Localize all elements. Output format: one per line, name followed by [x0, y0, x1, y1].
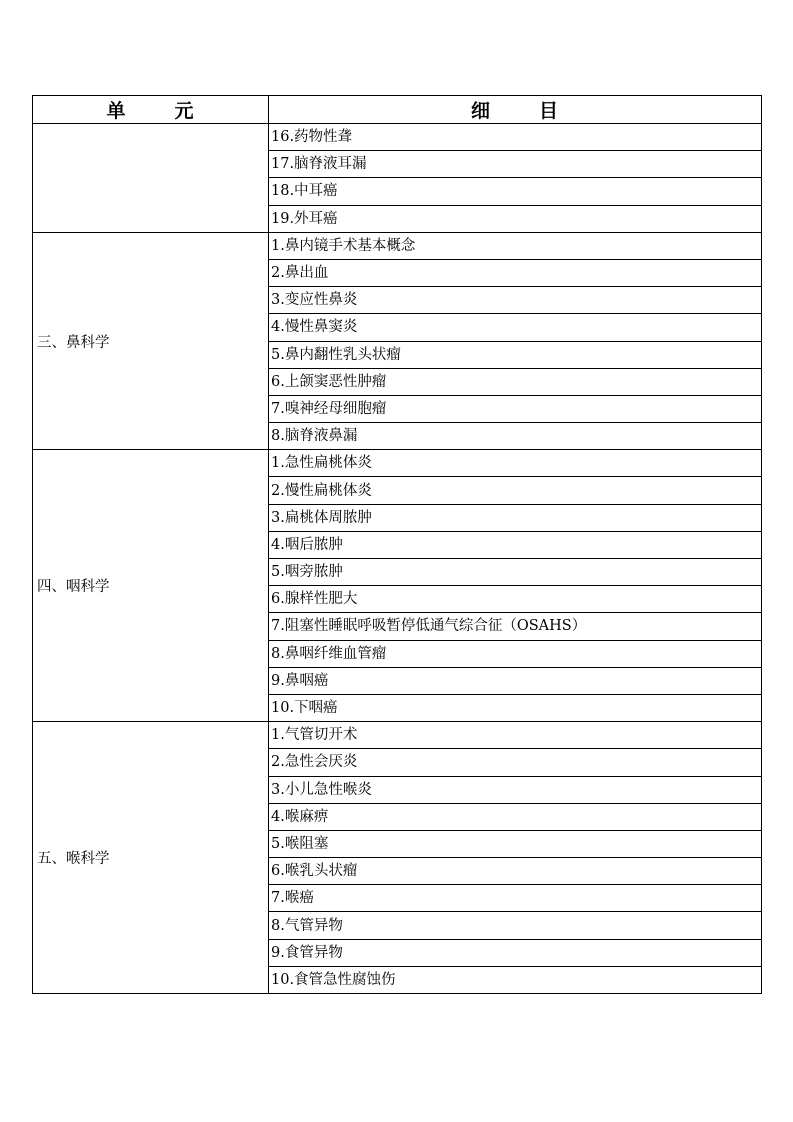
table-row	[33, 722, 762, 749]
detail-header-char-1: 细	[470, 100, 491, 122]
detail-cell: 17.脑脊液耳漏	[269, 151, 762, 178]
detail-cell: 3.变应性鼻炎	[269, 287, 762, 314]
detail-cell: 6.喉乳头状瘤	[269, 858, 762, 885]
detail-cell: 5.喉阻塞	[269, 830, 762, 857]
table-header-row	[33, 96, 762, 124]
detail-cell: 8.气管异物	[269, 912, 762, 939]
detail-cell: 6.上颌窦恶性肿瘤	[269, 368, 762, 395]
detail-cell: 2.慢性扁桃体炎	[269, 477, 762, 504]
unit-cell: 四、咽科学	[33, 450, 269, 722]
table-row	[33, 232, 762, 259]
detail-cell: 9.食管异物	[269, 939, 762, 966]
detail-cell: 9.鼻咽癌	[269, 667, 762, 694]
detail-cell: 10.下咽癌	[269, 694, 762, 721]
detail-cell: 7.嗅神经母细胞瘤	[269, 395, 762, 422]
detail-cell: 4.喉麻痹	[269, 803, 762, 830]
detail-cell: 1.气管切开术	[269, 722, 762, 749]
detail-cell: 18.中耳癌	[269, 178, 762, 205]
detail-cell: 1.急性扁桃体炎	[269, 450, 762, 477]
unit-cell: 五、喉科学	[33, 722, 269, 994]
detail-cell: 4.咽后脓肿	[269, 531, 762, 558]
detail-cell: 19.外耳癌	[269, 205, 762, 232]
detail-cell: 5.咽旁脓肿	[269, 559, 762, 586]
detail-cell: 3.小儿急性喉炎	[269, 776, 762, 803]
detail-cell: 4.慢性鼻窦炎	[269, 314, 762, 341]
detail-cell: 7.阻塞性睡眠呼吸暂停低通气综合征（OSAHS）	[269, 613, 762, 640]
detail-cell: 3.扁桃体周脓肿	[269, 504, 762, 531]
unit-column-header	[33, 96, 269, 124]
detail-column-header	[269, 96, 762, 124]
detail-cell: 5.鼻内翻性乳头状瘤	[269, 341, 762, 368]
detail-cell: 8.脑脊液鼻漏	[269, 423, 762, 450]
detail-header-char-2: 目	[539, 100, 560, 122]
table-row	[33, 450, 762, 477]
unit-cell	[33, 124, 269, 233]
table-row	[33, 124, 762, 151]
detail-cell: 10.食管急性腐蚀伤	[269, 966, 762, 993]
unit-cell: 三、鼻科学	[33, 232, 269, 450]
curriculum-table	[32, 95, 762, 994]
detail-cell: 1.鼻内镜手术基本概念	[269, 232, 762, 259]
detail-cell: 2.急性会厌炎	[269, 749, 762, 776]
unit-header-char-1: 单	[106, 100, 127, 122]
detail-cell: 7.喉癌	[269, 885, 762, 912]
table-body	[33, 124, 762, 994]
detail-cell: 16.药物性聋	[269, 124, 762, 151]
detail-cell: 2.鼻出血	[269, 259, 762, 286]
unit-header-char-2: 元	[174, 100, 195, 122]
detail-cell: 8.鼻咽纤维血管瘤	[269, 640, 762, 667]
detail-cell: 6.腺样性肥大	[269, 586, 762, 613]
